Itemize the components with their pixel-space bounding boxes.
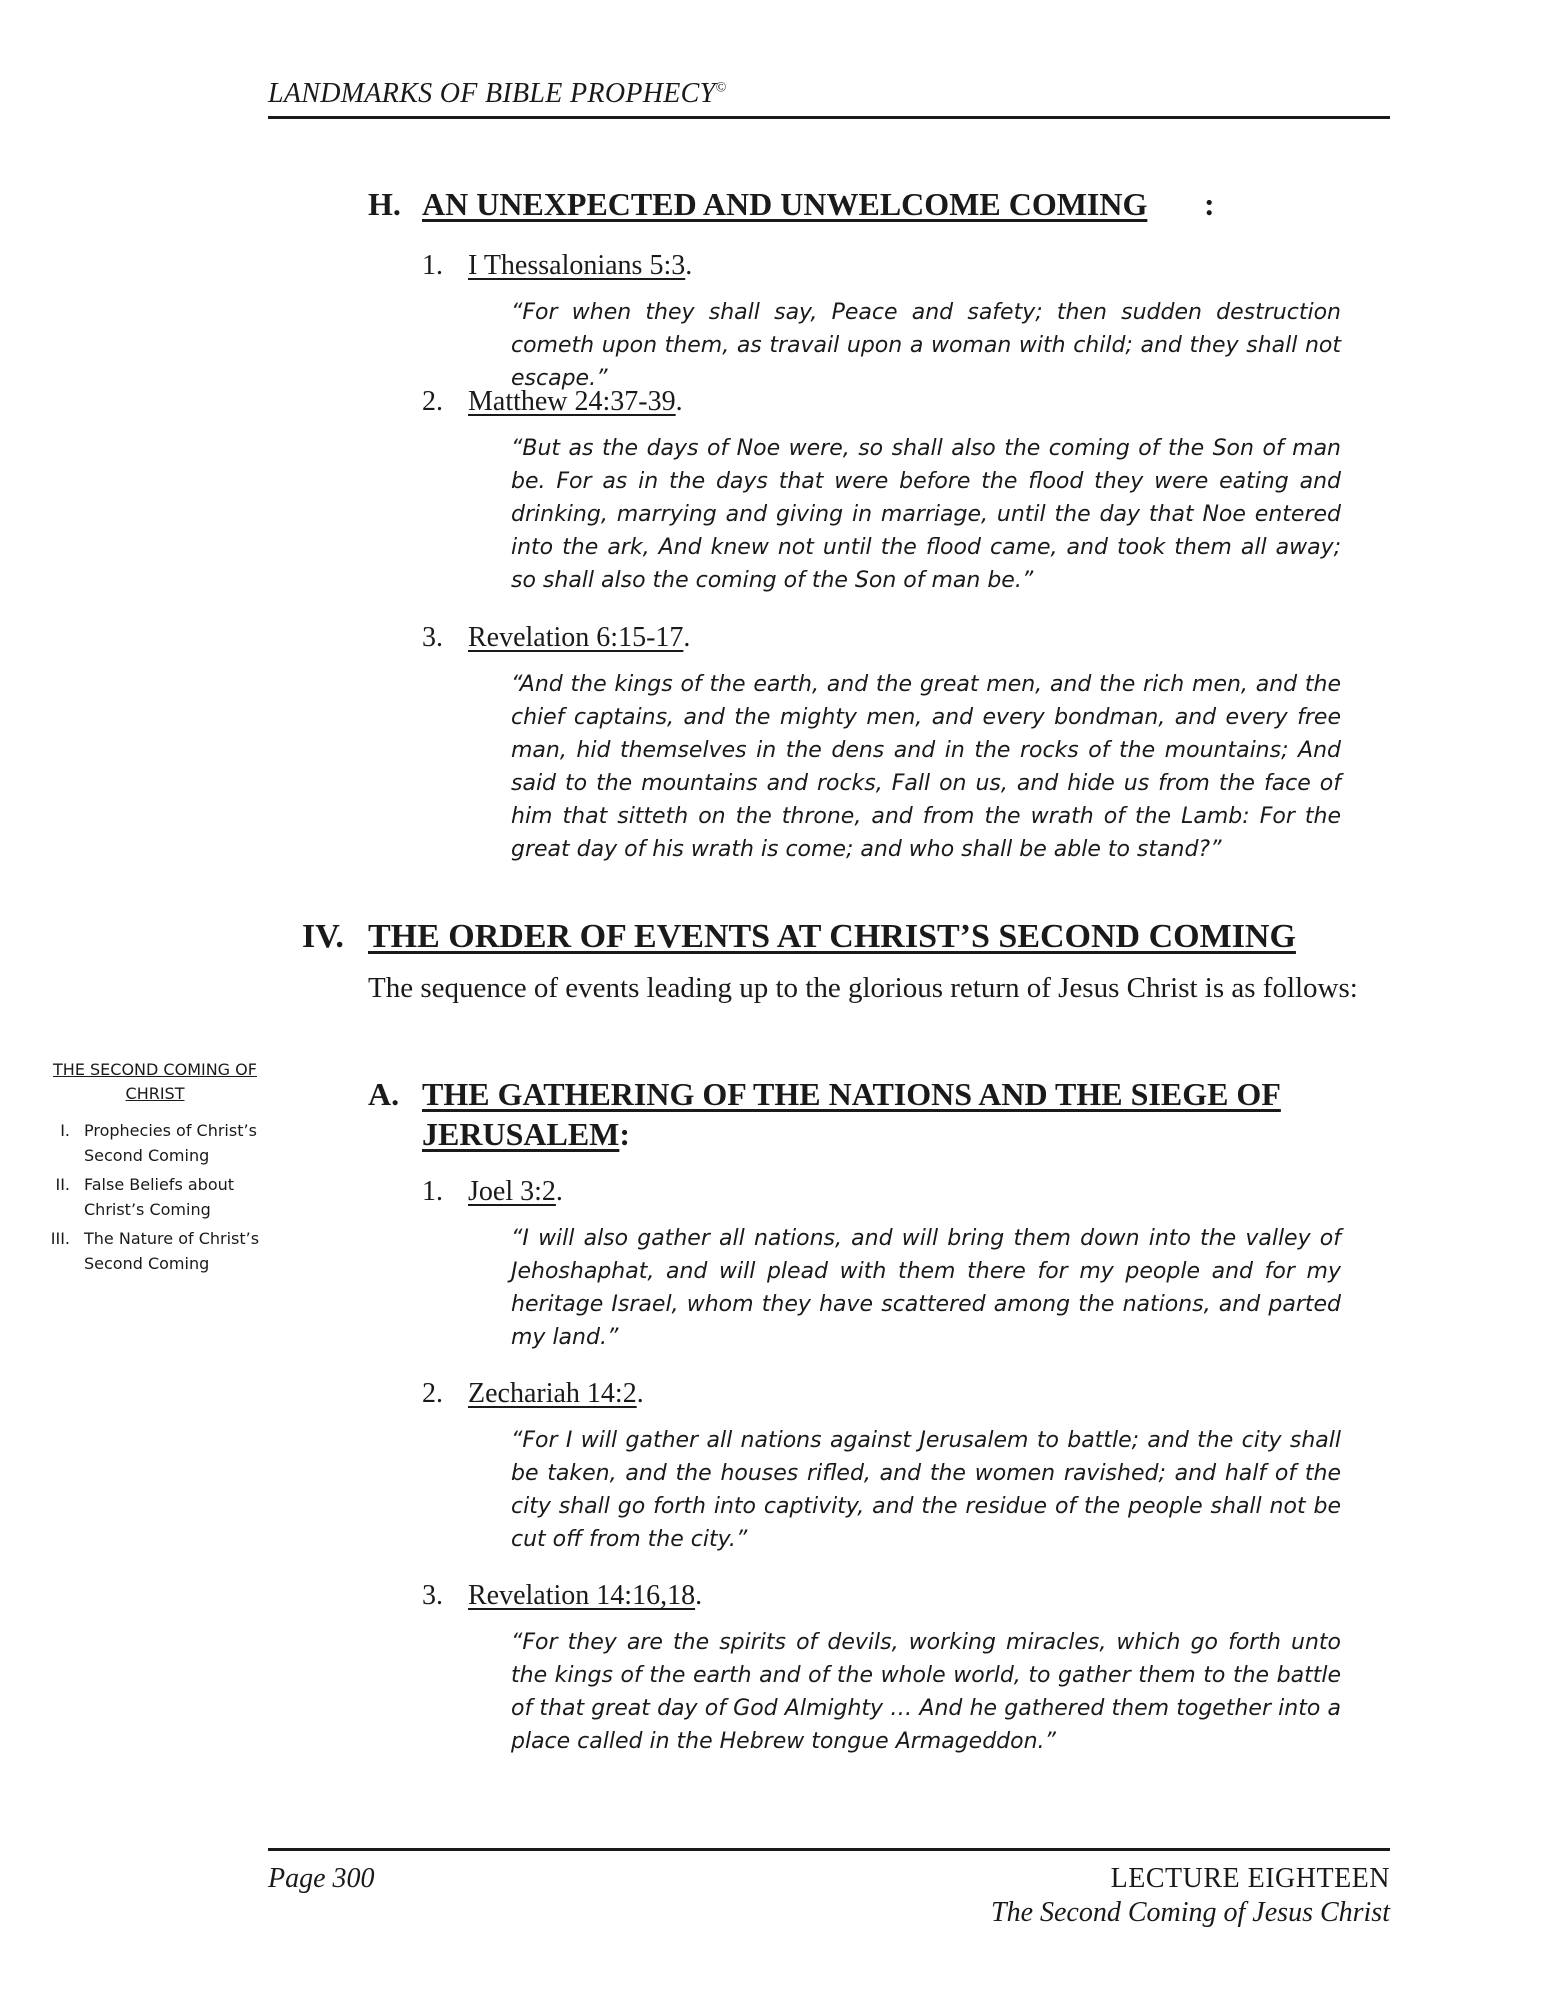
scripture-reference[interactable]: I Thessalonians 5:3. — [468, 250, 693, 281]
section-title: AN UNEXPECTED AND UNWELCOME COMING — [422, 186, 1148, 222]
outline-numeral: I. — [60, 1121, 70, 1140]
outline-item[interactable] — [40, 1172, 270, 1222]
outline-numeral: III. — [50, 1229, 70, 1248]
outline-label: The Nature of Christ’s Second Coming — [84, 1229, 260, 1273]
header-title: LANDMARKS OF BIBLE PROPHECY© — [268, 78, 727, 109]
outline-item[interactable] — [40, 1118, 270, 1168]
section-h-heading — [368, 186, 1368, 226]
sidebar-title: THE SECOND COMING OF CHRIST — [53, 1060, 257, 1103]
lecture-number: LECTURE EIGHTEEN — [1110, 1863, 1390, 1894]
outline-label: False Beliefs about Christ’s Coming — [84, 1175, 235, 1219]
ref-number: 2. — [422, 386, 443, 417]
ref-number: 2. — [422, 1378, 443, 1409]
section-numeral: IV. — [302, 918, 344, 955]
outline-list — [40, 1118, 270, 1276]
ref-number: 3. — [422, 1580, 443, 1611]
scripture-quote: “For when they shall say, Peace and safety; then sudden destruction cometh upon them, as travail upon a woman with child; and they shall not escape.” — [511, 300, 1341, 391]
section-letter: A. — [368, 1076, 400, 1112]
section-title: THE ORDER OF EVENTS AT CHRIST’S SECOND COMING — [368, 918, 1296, 955]
copyright-mark: © — [715, 80, 727, 96]
scripture-reference[interactable]: Revelation 14:16,18. — [468, 1580, 703, 1611]
page-footer — [268, 1848, 1390, 1928]
ref-number: 1. — [422, 250, 443, 281]
page-number: Page 300 — [268, 1863, 375, 1894]
heading-colon: : — [1204, 186, 1215, 222]
scripture-quote: “And the kings of the earth, and the great men, and the rich men, and the chief captains, and the mighty men, and every bondman, and every free man, hid themselves in the dens and in the rocks of the mountains; And said to the mountains and rocks, Fall on us, and hide us from the face of him that sitteth on the throne, and from the wrath of the Lamb: For the great day of his wrath is come; and who shall be able to stand?” — [511, 672, 1341, 862]
scripture-quote: “For I will gather all nations against Jerusalem to battle; and the city shall be taken, and the houses rifled, and the women ravished; and half of the city shall go forth into captivity, and the residue of the people shall not be cut off from the city.” — [511, 1428, 1341, 1552]
outline-item[interactable] — [40, 1226, 270, 1276]
footer-lecture-info — [991, 1863, 1390, 1929]
outline-label: Prophecies of Christ’s Second Coming — [84, 1121, 257, 1165]
scripture-quote: “For they are the spirits of devils, working miracles, which go forth unto the kings of the earth and of the whole world, to gather them to the battle of that great day of God Almighty … And he gathered them together into a place called in the Hebrew tongue Armageddon.” — [511, 1630, 1341, 1754]
outline-numeral: II. — [55, 1175, 70, 1194]
section-intro: The sequence of events leading up to the glorious return of Jesus Christ is as follows: — [368, 972, 1358, 1004]
ref-number: 3. — [422, 622, 443, 653]
ref-number: 1. — [422, 1176, 443, 1207]
scripture-quote: “I will also gather all nations, and will bring them down into the valley of Jehoshaphat, and will plead with them there for my people and for my heritage Israel, whom they have scattered among the nations, and parted my land.” — [511, 1226, 1341, 1350]
section-a-heading — [368, 1074, 1388, 1158]
scripture-reference[interactable]: Joel 3:2. — [468, 1176, 563, 1207]
scripture-reference[interactable]: Revelation 6:15-17. — [468, 622, 691, 653]
lecture-outline-sidebar — [40, 1058, 270, 1280]
scripture-quote: “But as the days of Noe were, so shall also the coming of the Son of man be. For as in the days that were before the flood they were eating and drinking, marrying and giving in marriage, until the day that Noe entered into the ark, And knew not until the flood came, and took them all away; so shall also the coming of the Son of man be.” — [511, 436, 1341, 593]
scripture-reference[interactable]: Zechariah 14:2. — [468, 1378, 644, 1409]
scripture-reference[interactable]: Matthew 24:37-39. — [468, 386, 683, 417]
running-header — [268, 78, 1390, 119]
lecture-subtitle: The Second Coming of Jesus Christ — [991, 1897, 1390, 1928]
section-iv-heading — [302, 918, 1392, 962]
section-letter: H. — [368, 186, 401, 222]
section-title: THE GATHERING OF THE NATIONS AND THE SIEGE OF JERUSALEM: — [422, 1076, 1281, 1152]
